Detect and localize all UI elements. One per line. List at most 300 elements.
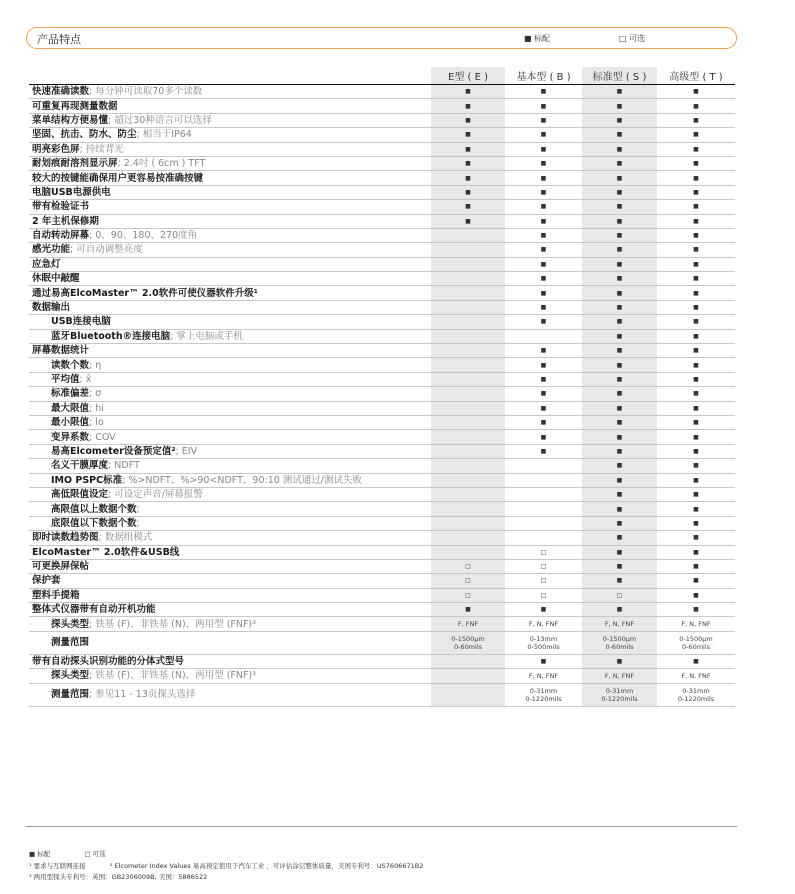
feature-note: ; EIV — [175, 445, 198, 457]
availability-cell: ■ — [505, 387, 582, 401]
table-row — [29, 315, 735, 329]
availability-cell: ■ — [431, 142, 505, 156]
availability-cell: 0-31mm 0-1220mils — [582, 683, 657, 706]
feature-name: 高限值以上数据个数 — [51, 503, 137, 515]
feature-label — [29, 473, 431, 487]
availability-cell: F, N, FNF — [505, 617, 582, 631]
availability-cell: ■ — [582, 142, 657, 156]
availability-cell: ■ — [582, 487, 657, 501]
availability-cell: ■ — [505, 99, 582, 113]
availability-cell — [431, 654, 505, 668]
availability-cell: ■ — [657, 358, 735, 372]
availability-cell: ■ — [582, 430, 657, 444]
column-header-model-e: E型 ( E ) — [431, 67, 505, 85]
table-row — [29, 128, 735, 142]
availability-cell: ■ — [582, 387, 657, 401]
feature-label — [29, 243, 431, 257]
feature-label — [29, 286, 431, 300]
table-row — [29, 459, 735, 473]
availability-cell — [431, 344, 505, 358]
feature-label — [29, 444, 431, 458]
availability-cell: □ — [505, 559, 582, 573]
availability-cell: F, FNF — [431, 617, 505, 631]
availability-cell: □ — [582, 588, 657, 602]
availability-cell: ■ — [505, 85, 582, 99]
feature-label — [29, 113, 431, 127]
availability-cell: ■ — [582, 214, 657, 228]
availability-cell: ■ — [582, 113, 657, 127]
availability-cell: ■ — [505, 200, 582, 214]
availability-cell: ■ — [582, 444, 657, 458]
availability-cell — [431, 545, 505, 559]
availability-cell: ■ — [505, 171, 582, 185]
table-body — [29, 85, 735, 707]
section-title: 产品特点 — [37, 33, 81, 46]
availability-cell: ■ — [505, 603, 582, 617]
feature-name: 菜单结构方便易懂 — [32, 114, 109, 126]
table-row — [29, 243, 735, 257]
availability-cell: 0-1500µm 0-60mils — [657, 631, 735, 654]
availability-cell: ■ — [505, 228, 582, 242]
feature-name: 自动转动屏幕 — [32, 230, 90, 242]
availability-cell: ■ — [657, 156, 735, 170]
feature-note: ; COV — [89, 431, 116, 443]
feature-name: 易高Elcometer设备预定值² — [51, 445, 176, 457]
feature-note: ; NDFT — [108, 460, 140, 472]
feature-label — [29, 99, 431, 113]
availability-cell — [431, 415, 505, 429]
availability-cell: ■ — [657, 272, 735, 286]
availability-cell: □ — [431, 574, 505, 588]
table-row — [29, 85, 735, 99]
footer-divider — [26, 826, 737, 827]
table-row — [29, 142, 735, 156]
availability-cell: ■ — [582, 286, 657, 300]
availability-cell — [431, 300, 505, 314]
feature-name: 坚固、抗击、防水、防尘 — [32, 129, 137, 141]
availability-cell: ■ — [505, 185, 582, 199]
table-row — [29, 257, 735, 271]
table-row — [29, 185, 735, 199]
footer-legend — [29, 849, 106, 858]
availability-cell: ■ — [657, 185, 735, 199]
table-row — [29, 588, 735, 602]
footnote-line-1 — [29, 861, 423, 870]
legend-standard: ■ 标配 — [524, 34, 551, 43]
feature-name: 变异系数 — [51, 431, 90, 443]
footnote-3: ³ 两用型探头专利号：英国：GB2306009B; 美国：5886522 — [29, 873, 208, 881]
table-row — [29, 430, 735, 444]
feature-label — [29, 315, 431, 329]
availability-cell — [505, 459, 582, 473]
feature-note: ; lo — [89, 417, 104, 429]
availability-cell: ■ — [431, 156, 505, 170]
availability-cell: F, N, FNF — [657, 669, 735, 683]
feature-label — [29, 344, 431, 358]
feature-name: 即时读数趋势图 — [32, 532, 99, 544]
table-row — [29, 654, 735, 668]
availability-cell: ■ — [582, 85, 657, 99]
availability-cell: ■ — [657, 142, 735, 156]
availability-cell: ■ — [505, 430, 582, 444]
feature-name: 数据输出 — [32, 302, 71, 314]
availability-cell — [431, 516, 505, 530]
feature-label — [29, 516, 431, 530]
feature-label — [29, 430, 431, 444]
feature-label — [29, 502, 431, 516]
table-row — [29, 387, 735, 401]
legend-optional: □ 可选 — [619, 34, 646, 43]
feature-name: 可重复再现测量数据 — [32, 100, 118, 112]
availability-cell — [431, 430, 505, 444]
feature-label — [29, 200, 431, 214]
table-row — [29, 603, 735, 617]
table-row — [29, 372, 735, 386]
availability-cell: ■ — [657, 415, 735, 429]
availability-cell: ■ — [657, 473, 735, 487]
availability-cell: ■ — [657, 99, 735, 113]
availability-cell — [431, 228, 505, 242]
feature-label — [29, 85, 431, 99]
availability-cell: ■ — [582, 574, 657, 588]
availability-cell: ■ — [505, 444, 582, 458]
table-row — [29, 99, 735, 113]
feature-name: USB连接电脑 — [51, 316, 111, 328]
availability-cell: F, N, FNF — [582, 669, 657, 683]
availability-cell: ■ — [582, 372, 657, 386]
availability-cell: F, N, FNF — [582, 617, 657, 631]
feature-note: ; %>NDFT、%>90<NDFT、90:10 测试通过/测试失败 — [122, 474, 363, 486]
availability-cell: ■ — [657, 459, 735, 473]
table-row — [29, 344, 735, 358]
availability-cell: ■ — [657, 171, 735, 185]
availability-cell: ■ — [582, 156, 657, 170]
table-row — [29, 545, 735, 559]
availability-cell — [431, 683, 505, 706]
feature-note: ; 2.4吋 ( 6cm ) TFT — [117, 158, 206, 170]
availability-cell: ■ — [582, 200, 657, 214]
table-row — [29, 401, 735, 415]
availability-cell: ■ — [657, 372, 735, 386]
availability-cell: ■ — [657, 531, 735, 545]
availability-cell: ■ — [657, 430, 735, 444]
feature-name: 名义干膜厚度 — [51, 460, 109, 472]
feature-label — [29, 574, 431, 588]
availability-cell — [431, 669, 505, 683]
availability-cell — [431, 257, 505, 271]
feature-label — [29, 654, 431, 668]
availability-cell: ■ — [582, 502, 657, 516]
availability-cell: ■ — [505, 214, 582, 228]
availability-cell — [431, 531, 505, 545]
availability-cell: ■ — [582, 545, 657, 559]
availability-cell — [431, 487, 505, 501]
feature-name: 可更换屏保帖 — [32, 561, 90, 573]
feature-name: 探头类型 — [51, 670, 90, 682]
availability-cell: ■ — [505, 113, 582, 127]
availability-cell: ■ — [657, 257, 735, 271]
feature-name: 休眠中敲醒 — [32, 273, 80, 285]
availability-cell: ■ — [431, 85, 505, 99]
feature-note: ; 掌上电脑或手机 — [170, 330, 243, 342]
feature-name: 感光功能 — [32, 244, 71, 256]
footnote-line-2 — [29, 872, 207, 881]
feature-note: ; 铁基 (F)、非铁基 (N)、两用型 (FNF)³ — [89, 618, 256, 630]
availability-cell: □ — [431, 559, 505, 573]
feature-label — [29, 459, 431, 473]
feature-label — [29, 401, 431, 415]
availability-cell — [431, 459, 505, 473]
availability-cell — [431, 329, 505, 343]
feature-note: ; — [136, 517, 140, 529]
feature-note: ; 参见11 - 13页探头选择 — [89, 689, 196, 701]
feature-name: 2 年主机保修期 — [32, 215, 99, 227]
availability-cell: ■ — [582, 531, 657, 545]
availability-cell: ■ — [657, 329, 735, 343]
availability-cell — [431, 401, 505, 415]
feature-label — [29, 372, 431, 386]
feature-name: 屏幕数据统计 — [32, 345, 90, 357]
feature-note: ; x̄ — [79, 374, 92, 385]
availability-cell: ■ — [505, 401, 582, 415]
feature-label — [29, 487, 431, 501]
availability-cell — [431, 473, 505, 487]
table-row — [29, 286, 735, 300]
availability-cell: ■ — [657, 85, 735, 99]
availability-cell: ■ — [657, 200, 735, 214]
availability-cell: ■ — [657, 344, 735, 358]
table-row — [29, 574, 735, 588]
footnote-1: ¹ 要求与互联网连接 — [29, 862, 86, 870]
availability-cell: ■ — [657, 315, 735, 329]
feature-label — [29, 358, 431, 372]
feature-note: ; 每分钟可读取70多个读数 — [89, 86, 203, 98]
availability-cell: ■ — [657, 214, 735, 228]
feature-name: 塑料手提箱 — [32, 589, 80, 601]
availability-cell: ■ — [582, 99, 657, 113]
availability-cell: ■ — [582, 516, 657, 530]
feature-name: 通过易高ElcoMaster™ 2.0软件可使仪器软件升级¹ — [32, 287, 258, 299]
feature-label — [29, 683, 431, 706]
availability-cell: ■ — [431, 99, 505, 113]
availability-cell — [505, 516, 582, 530]
availability-cell: ■ — [657, 545, 735, 559]
availability-cell: ■ — [505, 142, 582, 156]
availability-cell: 0-1500µm 0-60mils — [431, 631, 505, 654]
feature-label — [29, 228, 431, 242]
availability-cell — [431, 358, 505, 372]
table-row — [29, 631, 735, 654]
availability-cell: □ — [505, 574, 582, 588]
availability-cell: ■ — [582, 300, 657, 314]
table-row — [29, 156, 735, 170]
feature-label — [29, 128, 431, 142]
availability-cell — [505, 531, 582, 545]
footnote-2: ² Elcometer Index Values 易高预定值用于汽车工业 ，可评估涂层整体质量，美国专利号：US7606671B2 — [109, 862, 424, 870]
feature-label — [29, 185, 431, 199]
availability-cell: ■ — [657, 113, 735, 127]
availability-cell — [505, 473, 582, 487]
feature-label — [29, 603, 431, 617]
feature-name: 较大的按键能确保用户更容易按准确按键 — [32, 172, 204, 184]
availability-cell: ■ — [657, 128, 735, 142]
availability-cell: ■ — [505, 128, 582, 142]
feature-note: ; η — [89, 359, 102, 371]
footer-legend-optional: □ 可选 — [84, 850, 106, 858]
feature-label — [29, 617, 431, 631]
availability-cell: ■ — [582, 415, 657, 429]
table-row — [29, 171, 735, 185]
feature-note: ; — [136, 503, 140, 515]
availability-cell: ■ — [431, 171, 505, 185]
feature-comparison-table — [29, 67, 735, 707]
availability-cell: ■ — [582, 315, 657, 329]
table-row — [29, 272, 735, 286]
table-row — [29, 559, 735, 573]
availability-cell: ■ — [657, 516, 735, 530]
availability-cell: ■ — [657, 559, 735, 573]
availability-cell: ■ — [582, 171, 657, 185]
availability-cell: ■ — [657, 228, 735, 242]
feature-name: 测量范围 — [51, 689, 90, 701]
feature-label — [29, 300, 431, 314]
availability-cell: ■ — [582, 228, 657, 242]
table-row — [29, 444, 735, 458]
feature-note: ; σ — [89, 388, 102, 400]
availability-cell: ■ — [657, 574, 735, 588]
feature-name: 蓝牙Bluetooth®连接电脑 — [51, 330, 171, 342]
availability-cell: ■ — [505, 300, 582, 314]
feature-name: 电脑USB电源供电 — [32, 186, 111, 198]
availability-cell: ■ — [582, 473, 657, 487]
availability-cell: □ — [431, 588, 505, 602]
feature-name: 快速准确读数 — [32, 86, 90, 98]
feature-name: 耐划痕耐溶剂显示屏 — [32, 158, 118, 170]
feature-name: 测量范围 — [51, 637, 90, 649]
table-row — [29, 300, 735, 314]
availability-cell: ■ — [657, 243, 735, 257]
availability-cell: ■ — [582, 329, 657, 343]
table-header-row — [29, 67, 735, 85]
table-row — [29, 415, 735, 429]
table-row — [29, 502, 735, 516]
availability-cell: ■ — [431, 128, 505, 142]
feature-name: 高低限值设定 — [51, 489, 109, 501]
availability-cell: ■ — [657, 487, 735, 501]
feature-label — [29, 214, 431, 228]
table-row — [29, 473, 735, 487]
availability-cell: ■ — [657, 444, 735, 458]
feature-label — [29, 272, 431, 286]
feature-note: ; hi — [89, 402, 104, 414]
availability-cell: ■ — [505, 156, 582, 170]
feature-label — [29, 669, 431, 683]
feature-note: ; 可自动调整亮度 — [70, 244, 143, 256]
feature-label — [29, 387, 431, 401]
availability-cell — [431, 315, 505, 329]
availability-cell: □ — [505, 545, 582, 559]
feature-name: IMO PSPC标准 — [51, 474, 123, 486]
availability-cell: ■ — [505, 654, 582, 668]
availability-cell: ■ — [582, 185, 657, 199]
availability-cell: 0-1500µm 0-60mils — [582, 631, 657, 654]
availability-cell — [431, 387, 505, 401]
availability-cell: ■ — [657, 502, 735, 516]
feature-name: 读数个数 — [51, 359, 90, 371]
feature-note: ; 可设定声音/屏幕报警 — [108, 489, 203, 501]
availability-cell: ■ — [505, 415, 582, 429]
feature-name: 最大限值 — [51, 402, 90, 414]
table-row — [29, 617, 735, 631]
feature-note: ; 0、90、180、270度角 — [89, 230, 198, 242]
feature-label — [29, 257, 431, 271]
availability-cell — [431, 444, 505, 458]
feature-label — [29, 329, 431, 343]
availability-cell: ■ — [431, 113, 505, 127]
feature-note: ; 持续背光 — [79, 143, 124, 155]
footer-legend-standard: ■ 标配 — [29, 850, 51, 858]
feature-name: 明亮彩色屏 — [32, 143, 80, 155]
availability-cell: ■ — [505, 358, 582, 372]
availability-cell: 0-31mm 0-1220mils — [505, 683, 582, 706]
column-header-model-s: 标准型 ( S ) — [582, 67, 657, 85]
feature-label — [29, 631, 431, 654]
availability-cell — [431, 372, 505, 386]
table-row — [29, 358, 735, 372]
table-row — [29, 669, 735, 683]
availability-cell: ■ — [505, 344, 582, 358]
table-row — [29, 683, 735, 706]
availability-cell: ■ — [657, 654, 735, 668]
feature-note: ; 数据组模式 — [98, 532, 153, 544]
availability-cell: ■ — [431, 185, 505, 199]
availability-cell — [431, 243, 505, 257]
availability-cell: ■ — [582, 358, 657, 372]
availability-cell: ■ — [582, 257, 657, 271]
availability-cell: ■ — [582, 272, 657, 286]
availability-cell: ■ — [582, 344, 657, 358]
availability-cell: 0-31mm 0-1220mils — [657, 683, 735, 706]
feature-label — [29, 531, 431, 545]
availability-cell: ■ — [582, 654, 657, 668]
availability-cell — [431, 272, 505, 286]
availability-cell: ■ — [431, 200, 505, 214]
table-row — [29, 200, 735, 214]
availability-cell: ■ — [505, 243, 582, 257]
feature-name: 带有检验证书 — [32, 201, 90, 213]
feature-label — [29, 588, 431, 602]
availability-cell: ■ — [505, 372, 582, 386]
availability-cell: ■ — [657, 603, 735, 617]
feature-name: 整体式仪器带有自动开机功能 — [32, 604, 156, 616]
feature-name: 底限值以下数据个数 — [51, 517, 137, 529]
table-row — [29, 228, 735, 242]
availability-cell — [431, 286, 505, 300]
availability-cell: ■ — [431, 214, 505, 228]
availability-cell: ■ — [505, 272, 582, 286]
availability-cell: ■ — [582, 459, 657, 473]
table-row — [29, 214, 735, 228]
feature-label — [29, 171, 431, 185]
availability-cell: ■ — [582, 559, 657, 573]
feature-label — [29, 415, 431, 429]
availability-cell: ■ — [505, 257, 582, 271]
feature-note: ; 超过30种语言可以选择 — [108, 114, 212, 126]
availability-cell: ■ — [657, 588, 735, 602]
availability-cell: ■ — [582, 401, 657, 415]
availability-cell: 0-13mm 0-500mils — [505, 631, 582, 654]
availability-cell — [505, 487, 582, 501]
